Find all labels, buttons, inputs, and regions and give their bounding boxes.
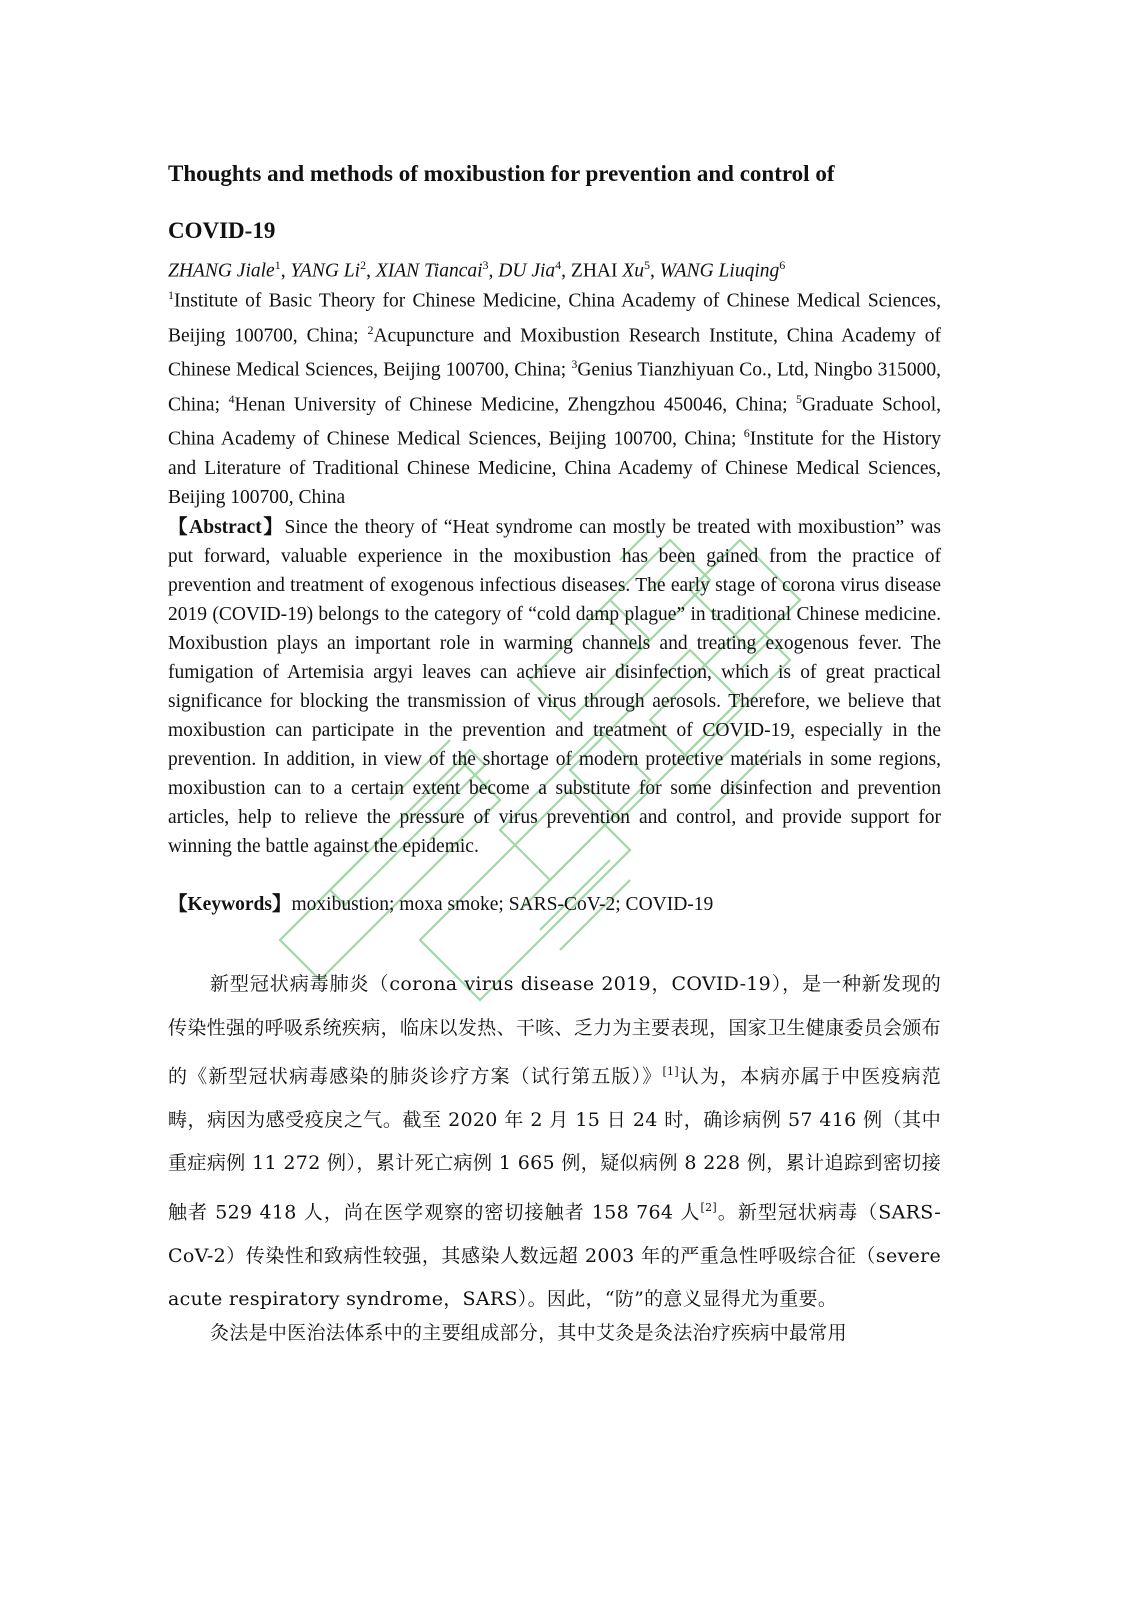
author-surname: ZHAI xyxy=(570,260,618,282)
citation-2: [2] xyxy=(700,1200,717,1214)
abstract-text: Since the theory of “Heat syndrome can mostly be treated with moxibustion” was put forward, valuable experience in the moxibustion has been gained from the practice of prevention and treatment of exogenous infectious diseases. The early stage of corona virus disease 2019 (COVID-19) belongs to the category of “cold damp plague” in traditional Chinese medicine. Moxibustion plays an important role in warming channels and treating exogenous fever. The fumigation of Artemisia argyi leaves can achieve air disinfection, which is of great practical significance for blocking the transmission of virus through aerosols. Therefore, we believe that moxibustion can participate in the prevention and treatment of COVID-19, especially in the prevention. In addition, in view of the shortage of modern protective materials in some regions, moxibustion can to a certain extent become a substitute for some disinfection and prevention articles, help to relieve the pressure of virus prevention and control, and provide support for winning the battle against the epidemic. xyxy=(168,517,941,857)
affiliation-number: 4 xyxy=(228,391,235,406)
affiliation-number: 5 xyxy=(796,391,803,406)
author-name: YANG Li xyxy=(290,260,361,282)
keywords-text: moxibustion; moxa smoke; SARS-CoV-2; COVID-19 xyxy=(291,894,714,915)
affiliation-number: 6 xyxy=(743,426,750,440)
citation-1: [1] xyxy=(662,1065,679,1078)
author-affil-number: 6 xyxy=(779,258,786,272)
affiliation-number: 1 xyxy=(168,288,174,302)
body-paragraph-2 xyxy=(168,1312,941,1356)
affiliation-text: Genius Tianzhiyuan Co., Ltd, Ningbo 315000, China; xyxy=(168,359,941,415)
author-name: ZHANG Jiale xyxy=(168,260,275,282)
abstract xyxy=(168,513,941,861)
body-text: 新型冠状病毒肺炎（corona virus disease 2019，COVID-19），是一种新发现的传染性强的呼吸系统疾病，临床以发热、干咳、乏力为主要表现，国家卫生健康委员会颁布的《新型冠状病毒感染的肺炎诊疗方案（试行第五版）》 xyxy=(168,973,941,1088)
author-name: DU Jia xyxy=(498,260,556,282)
affiliations xyxy=(168,281,941,512)
author-list: ZHANG Jiale$^1$, YANG Li$^2$, XIAN Tiancai$^3$, DU Jia$^4$, ZHAI Xu$^5$, WANG Liuqing$^6$ xyxy=(168,258,786,282)
author-affil-number: 2 xyxy=(360,258,367,272)
author-affil-number: 5 xyxy=(644,258,651,272)
author-affil-number: 4 xyxy=(555,258,562,272)
author-name: XIAN Tiancai xyxy=(375,260,483,282)
author-affil-number: 3 xyxy=(482,258,489,272)
author-given-name: Xu xyxy=(622,260,645,282)
body-text: 灸法是中医治法体系中的主要组成部分，其中艾灸是灸法治疗疾病中最常用 xyxy=(210,1322,847,1344)
body-text: 。新型冠状病毒（SARS-CoV-2）传染性和致病性较强，其感染人数远超 2003 年的严重急性呼吸综合征（severe acute respiratory syndrome，SARS）。因此，“防”的意义显得尤为重要。 xyxy=(168,1201,941,1311)
affiliation-text: Institute for the History and Literature of Traditional Chinese Medicine, China Academy of Chinese Medical Sciences, Beijing 100700, China xyxy=(168,428,942,508)
affiliation-number: 2 xyxy=(367,322,374,337)
affiliation-text: Acupuncture and Moxibustion Research Institute, China Academy of Chinese Medical Sciences, Beijing 100700, China; xyxy=(168,325,941,381)
affiliation-number: 3 xyxy=(571,357,578,371)
paper-title xyxy=(168,145,958,259)
affiliation-text: Henan University of Chinese Medicine, Zhengzhou 450046, China; xyxy=(234,394,797,415)
body-paragraph-1 xyxy=(168,963,941,1322)
title-line-1: Thoughts and methods of moxibustion for prevention and control of xyxy=(168,161,835,186)
affiliation-text: Graduate School, China Academy of Chinese Medical Sciences, Beijing 100700, China; xyxy=(168,394,942,450)
affiliation-text: Institute of Basic Theory for Chinese Medicine, China Academy of Chinese Medical Sciences, Beijing 100700, China; xyxy=(168,290,941,346)
author-name: WANG Liuqing xyxy=(659,260,780,282)
abstract-label: 【Abstract】 xyxy=(168,517,285,538)
title-line-2: COVID-19 xyxy=(168,218,276,243)
keywords-label: 【Keywords】 xyxy=(168,894,292,915)
author-affil-number: 1 xyxy=(274,258,281,272)
body-text: 认为，本病亦属于中医疫病范畴，病因为感受疫戾之气。截至 2020 年 2 月 15 日 24 时，确诊病例 57 416 例（其中重症病例 11 272 例），累计死亡病例 1 665 例，疑似病例 8 228 例，累计追踪到密切接触者 529 418 人，尚在医学观察的密切接触者 158 764 人 xyxy=(168,1065,941,1224)
keywords xyxy=(168,890,941,919)
